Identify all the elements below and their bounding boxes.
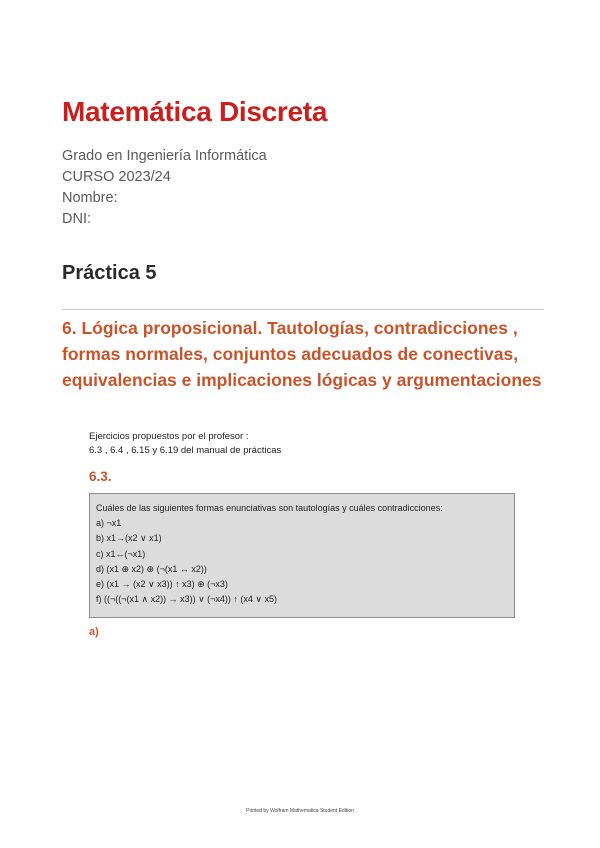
degree-line: Grado en Ingeniería Informática — [62, 148, 267, 164]
exercise-item: a) ¬x1 — [96, 518, 122, 529]
practica-heading: Práctica 5 — [62, 262, 157, 284]
document-meta — [62, 146, 267, 230]
exercise-item: f) ((¬((¬(x1 ∧ x2)) → x3)) ∨ (¬x4)) ↑ (x4 ∨ x5) — [96, 594, 278, 605]
exercises-intro: Ejercicios propuestos por el profesor : — [89, 431, 249, 442]
proposed-exercises — [89, 430, 281, 458]
subsection-heading: 6.3. — [89, 469, 112, 484]
course-line: CURSO 2023/24 — [62, 169, 171, 185]
name-label: Nombre: — [62, 190, 118, 206]
section-divider — [62, 309, 544, 310]
exercise-item: e) (x1 → (x2 ∨ x3)) ↑ x3) ⊕ (¬x3) — [96, 579, 228, 590]
exercise-box — [89, 493, 515, 618]
exercise-item: c) x1↔(¬x1) — [96, 548, 146, 559]
section-title: 6. Lógica proposicional. Tautologías, contradicciones , formas normales, conjuntos adecuados de conectivas, equivalencias e implicaciones lógicas y argumentaciones — [62, 318, 542, 390]
exercise-question: Cuáles de las siguientes formas enunciativas son tautologías y cuáles contradicciones: — [96, 503, 443, 513]
answer-label: a) — [89, 626, 99, 638]
dni-label: DNI: — [62, 211, 91, 227]
exercises-list: 6.3 , 6.4 , 6.15 y 6.19 del manual de prácticas — [89, 445, 282, 456]
exercise-item: b) x1→(x2 ∨ x1) — [96, 533, 162, 544]
page-footer: Printed by Wolfram Mathematica Student Edition — [246, 808, 354, 814]
exercise-item: d) (x1 ⊕ x2) ⊕ (¬(x1 ↔ x2)) — [96, 563, 207, 574]
document-title: Matemática Discreta — [62, 96, 328, 127]
